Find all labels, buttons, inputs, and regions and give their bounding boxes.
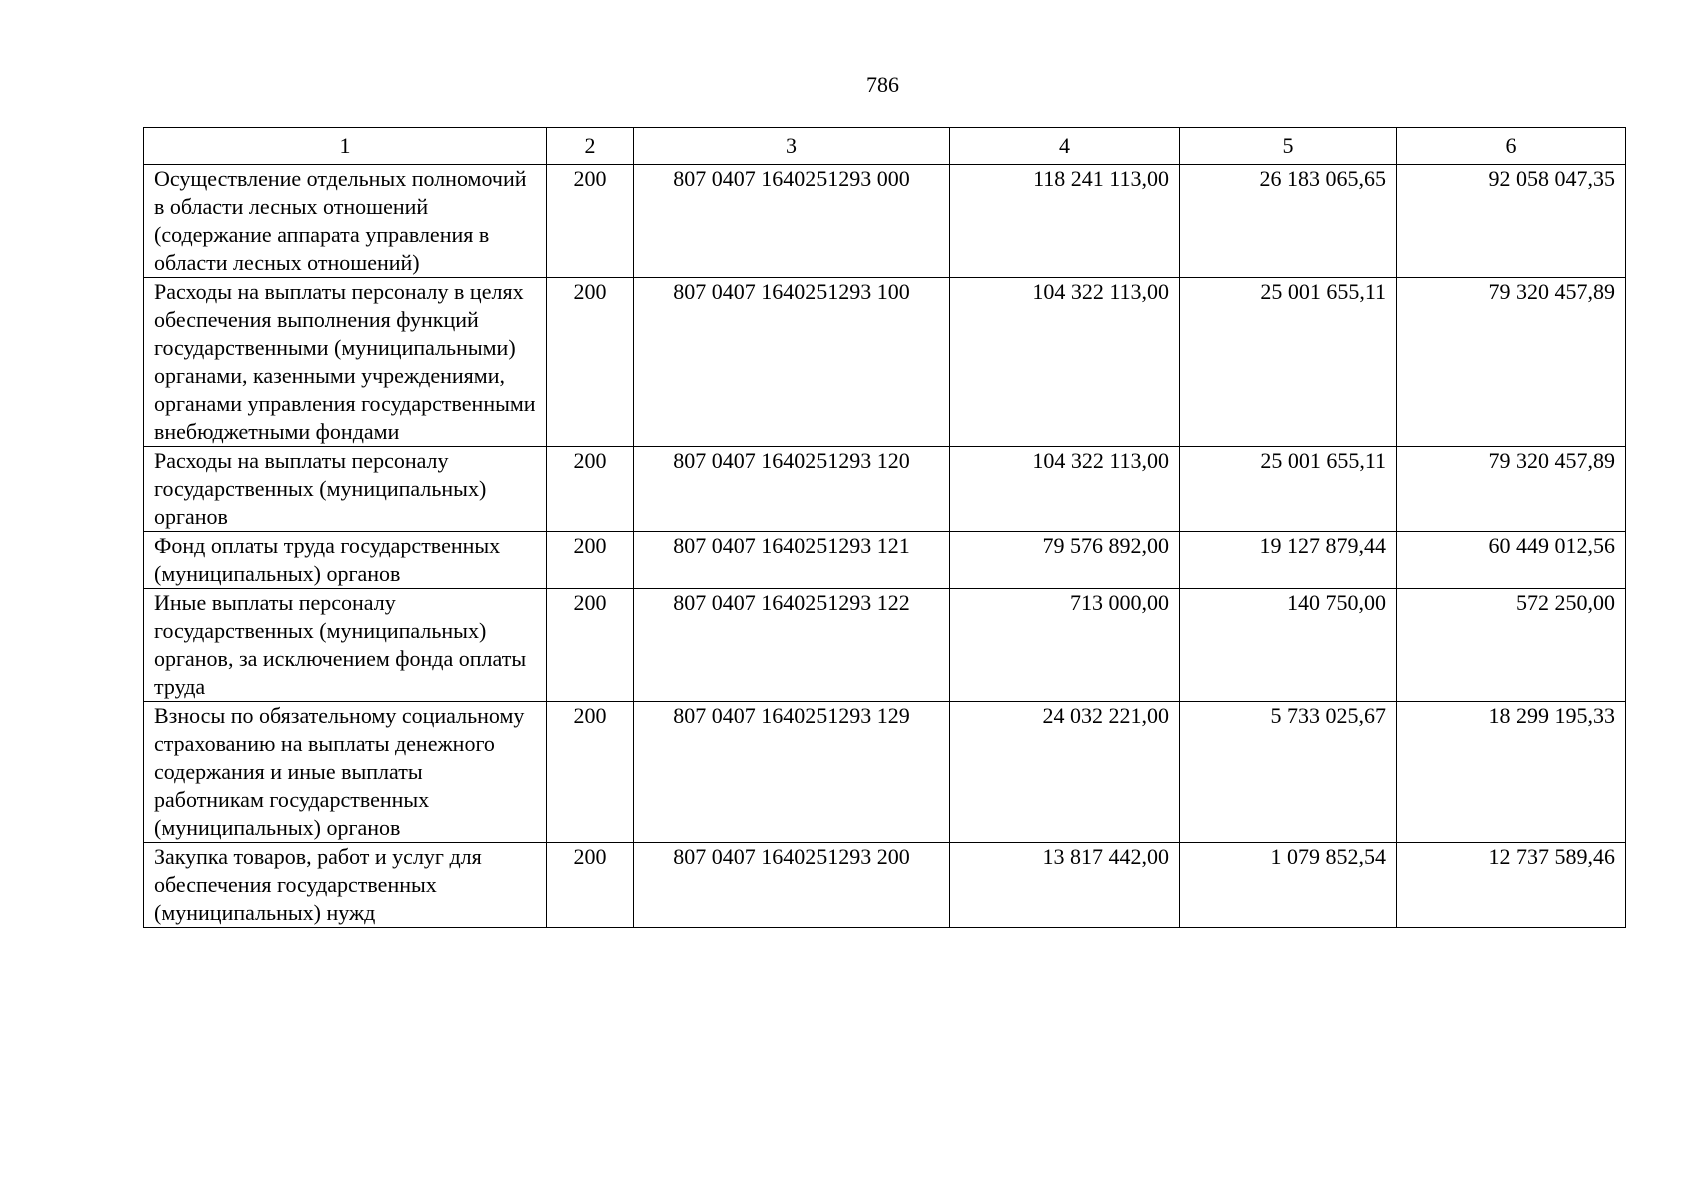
- executed-amount-cell: 26 183 065,65: [1180, 165, 1397, 278]
- column-header-1: 1: [144, 128, 547, 165]
- line-code-cell: 200: [547, 843, 634, 928]
- budget-classification-code-cell: 807 0407 1640251293 120: [634, 447, 950, 532]
- table-row: [144, 165, 1626, 278]
- line-code-cell: 200: [547, 278, 634, 447]
- expense-name-cell: Фонд оплаты труда государственных (муниципальных) органов: [144, 532, 547, 589]
- expense-name-cell: Иные выплаты персоналу государственных (муниципальных) органов, за исключением фонда оплаты труда: [144, 589, 547, 702]
- column-header-4: 4: [950, 128, 1180, 165]
- unexecuted-amount-cell: 12 737 589,46: [1397, 843, 1626, 928]
- approved-amount-cell: 104 322 113,00: [950, 278, 1180, 447]
- expense-name-cell: Расходы на выплаты персоналу в целях обеспечения выполнения функций государственными (муниципальными) органами, казенными учреждениями, органами управления государственными внебюджетными фондами: [144, 278, 547, 447]
- column-header-5: 5: [1180, 128, 1397, 165]
- column-header-6: 6: [1397, 128, 1626, 165]
- executed-amount-cell: 25 001 655,11: [1180, 447, 1397, 532]
- unexecuted-amount-cell: 79 320 457,89: [1397, 278, 1626, 447]
- approved-amount-cell: 24 032 221,00: [950, 702, 1180, 843]
- table-row: [144, 702, 1626, 843]
- table-row: [144, 589, 1626, 702]
- approved-amount-cell: 104 322 113,00: [950, 447, 1180, 532]
- budget-table: [143, 127, 1626, 928]
- approved-amount-cell: 79 576 892,00: [950, 532, 1180, 589]
- expense-name-cell: Расходы на выплаты персоналу государственных (муниципальных) органов: [144, 447, 547, 532]
- expense-name-cell: Взносы по обязательному социальному страхованию на выплаты денежного содержания и иные выплаты работникам государственных (муниципальных) органов: [144, 702, 547, 843]
- column-header-3: 3: [634, 128, 950, 165]
- budget-classification-code-cell: 807 0407 1640251293 200: [634, 843, 950, 928]
- line-code-cell: 200: [547, 589, 634, 702]
- expense-name-cell: Закупка товаров, работ и услуг для обеспечения государственных (муниципальных) нужд: [144, 843, 547, 928]
- executed-amount-cell: 140 750,00: [1180, 589, 1397, 702]
- executed-amount-cell: 25 001 655,11: [1180, 278, 1397, 447]
- budget-classification-code-cell: 807 0407 1640251293 000: [634, 165, 950, 278]
- approved-amount-cell: 118 241 113,00: [950, 165, 1180, 278]
- executed-amount-cell: 19 127 879,44: [1180, 532, 1397, 589]
- approved-amount-cell: 13 817 442,00: [950, 843, 1180, 928]
- table-row: [144, 447, 1626, 532]
- approved-amount-cell: 713 000,00: [950, 589, 1180, 702]
- budget-classification-code-cell: 807 0407 1640251293 122: [634, 589, 950, 702]
- unexecuted-amount-cell: 92 058 047,35: [1397, 165, 1626, 278]
- line-code-cell: 200: [547, 532, 634, 589]
- budget-classification-code-cell: 807 0407 1640251293 100: [634, 278, 950, 447]
- executed-amount-cell: 1 079 852,54: [1180, 843, 1397, 928]
- unexecuted-amount-cell: 572 250,00: [1397, 589, 1626, 702]
- budget-classification-code-cell: 807 0407 1640251293 129: [634, 702, 950, 843]
- line-code-cell: 200: [547, 447, 634, 532]
- table-row: [144, 532, 1626, 589]
- unexecuted-amount-cell: 60 449 012,56: [1397, 532, 1626, 589]
- header-row: [144, 128, 1626, 165]
- executed-amount-cell: 5 733 025,67: [1180, 702, 1397, 843]
- column-header-2: 2: [547, 128, 634, 165]
- page-number: 786: [866, 72, 899, 97]
- expense-name-cell: Осуществление отдельных полномочий в области лесных отношений (содержание аппарата управления в области лесных отношений): [144, 165, 547, 278]
- line-code-cell: 200: [547, 165, 634, 278]
- unexecuted-amount-cell: 79 320 457,89: [1397, 447, 1626, 532]
- table-row: [144, 278, 1626, 447]
- table-row: [144, 843, 1626, 928]
- budget-classification-code-cell: 807 0407 1640251293 121: [634, 532, 950, 589]
- line-code-cell: 200: [547, 702, 634, 843]
- unexecuted-amount-cell: 18 299 195,33: [1397, 702, 1626, 843]
